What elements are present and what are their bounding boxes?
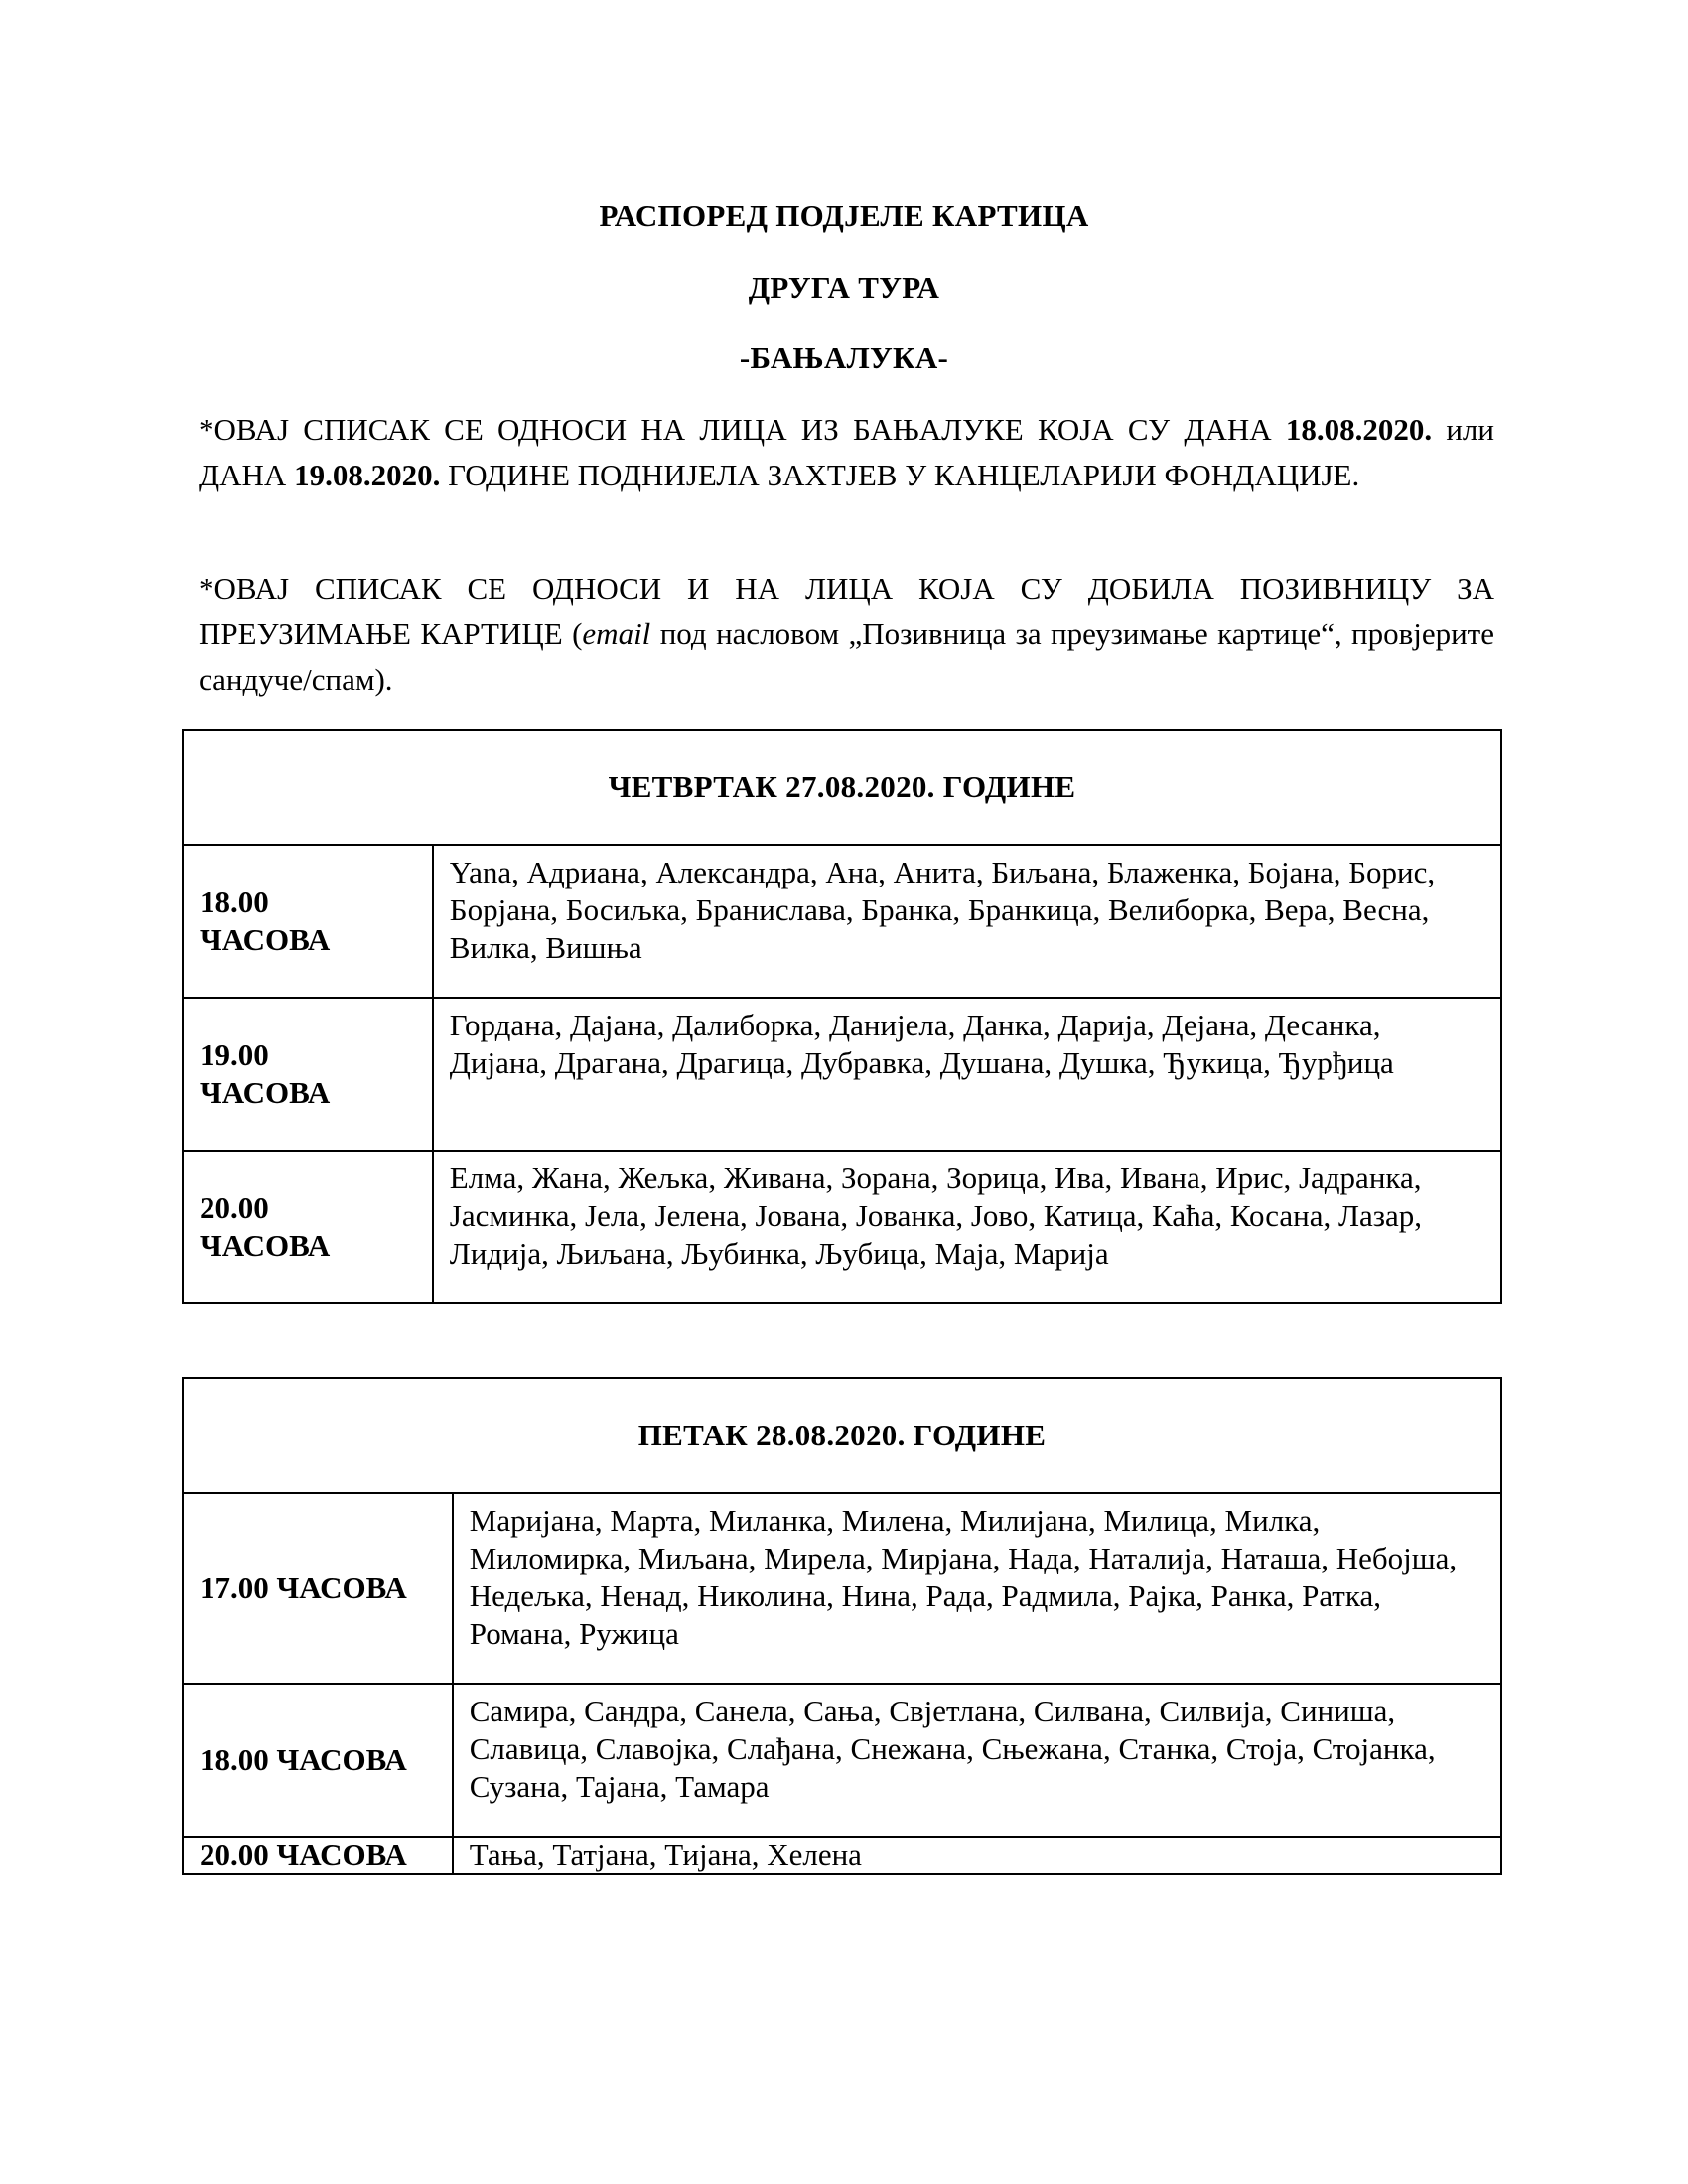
- time-value: 18.00: [200, 885, 269, 919]
- note2-text-a: *ОВАЈ СПИСАК СЕ ОДНОСИ И НА ЛИЦА КОЈА СУ ДОБИЛА ПОЗИВНИЦУ ЗА ПРЕУЗИМАЊЕ КАРТИЦЕ (: [199, 571, 1494, 651]
- day-heading: ЧЕТВРТАК 27.08.2020. ГОДИНЕ: [183, 730, 1501, 845]
- time-unit: ЧАСОВА: [200, 1075, 331, 1110]
- note1-date-2: 19.08.2020.: [294, 458, 441, 492]
- note1-text-b: или ДАНА: [199, 412, 1494, 492]
- time-slot-cell: [183, 845, 433, 998]
- note1-date-1: 18.08.2020.: [1285, 412, 1433, 447]
- table-row: [183, 1684, 1501, 1837]
- time-slot-cell: 17.00 ЧАСОВА: [183, 1493, 453, 1684]
- table-header-row: [183, 730, 1501, 845]
- note2-text-b: под насловом „Позивница за преузимање картице“, провјерите сандуче/спам).: [199, 616, 1494, 697]
- time-unit: ЧАСОВА: [200, 922, 331, 957]
- table-row: [183, 1493, 1501, 1684]
- names-cell: Тања, Татјана, Тијана, Хелена: [453, 1837, 1501, 1874]
- time-value: 20.00: [200, 1190, 269, 1225]
- document-title: РАСПОРЕД ПОДЈЕЛЕ КАРТИЦА: [599, 199, 1089, 233]
- time-slot-cell: 18.00 ЧАСОВА: [183, 1684, 453, 1837]
- table-row: [183, 998, 1501, 1151]
- note1-text-a: *ОВАЈ СПИСАК СЕ ОДНОСИ НА ЛИЦА ИЗ БАЊАЛУКЕ КОЈА СУ ДАНА: [199, 412, 1286, 447]
- schedule-table-friday: [182, 1377, 1502, 1875]
- names-cell: Маријана, Марта, Миланка, Милена, Милијана, Милица, Милка, Миломирка, Миљана, Мирела, Мирјана, Нада, Наталија, Наташа, Небојша, Недељка, Ненад, Николина, Нина, Рада, Радмила, Рајка, Ранка, Ратка, Романа, Ружица: [453, 1493, 1501, 1684]
- document-subtitle-round: ДРУГА ТУРА: [748, 270, 940, 305]
- note1-text-c: ГОДИНЕ ПОДНИЈЕЛА ЗАХТЈЕВ У КАНЦЕЛАРИЈИ ФОНДАЦИЈЕ.: [440, 458, 1360, 492]
- names-cell: Елма, Жана, Жељка, Живана, Зорана, Зорица, Ива, Ивана, Ирис, Јадранка, Јасминка, Јела, Јелена, Јована, Јованка, Јово, Катица, Каћа, Косана, Лазар, Лидија, Љиљана, Љубинка, Љубица, Маја, Марија: [433, 1151, 1501, 1303]
- day-heading: ПЕТАК 28.08.2020. ГОДИНЕ: [183, 1378, 1501, 1493]
- names-cell: Самира, Сандра, Санела, Сања, Свјетлана, Силвана, Силвија, Синиша, Славица, Славојка, Слађана, Снежана, Сњежана, Станка, Стоја, Стојанка, Сузана, Тајана, Тамара: [453, 1684, 1501, 1837]
- table-row: [183, 1837, 1501, 1874]
- time-slot-cell: [183, 998, 433, 1151]
- document-subtitle-city: -БАЊАЛУКА-: [739, 341, 949, 375]
- time-value: 19.00: [200, 1037, 269, 1072]
- time-slot-cell: 20.00 ЧАСОВА: [183, 1837, 453, 1874]
- names-cell: Гордана, Дајана, Далиборка, Данијела, Данка, Дарија, Дејана, Десанка, Дијана, Драгана, Драгица, Дубравка, Душана, Душка, Ђукица, Ђурђица: [433, 998, 1501, 1151]
- time-unit: ЧАСОВА: [200, 1228, 331, 1263]
- schedule-table-thursday: [182, 729, 1502, 1304]
- table-header-row: [183, 1378, 1501, 1493]
- note2-email-word: email: [582, 616, 651, 651]
- table-row: [183, 1151, 1501, 1303]
- note-paragraph-2: [199, 566, 1494, 703]
- names-cell: Yana, Адриана, Александра, Ана, Анита, Биљана, Блаженка, Бојана, Борис, Борјана, Босиљка, Бранислава, Бранка, Бранкица, Велиборка, Вера, Весна, Вилка, Вишња: [433, 845, 1501, 998]
- table-row: [183, 845, 1501, 998]
- note-paragraph-1: [199, 407, 1494, 498]
- time-slot-cell: [183, 1151, 433, 1303]
